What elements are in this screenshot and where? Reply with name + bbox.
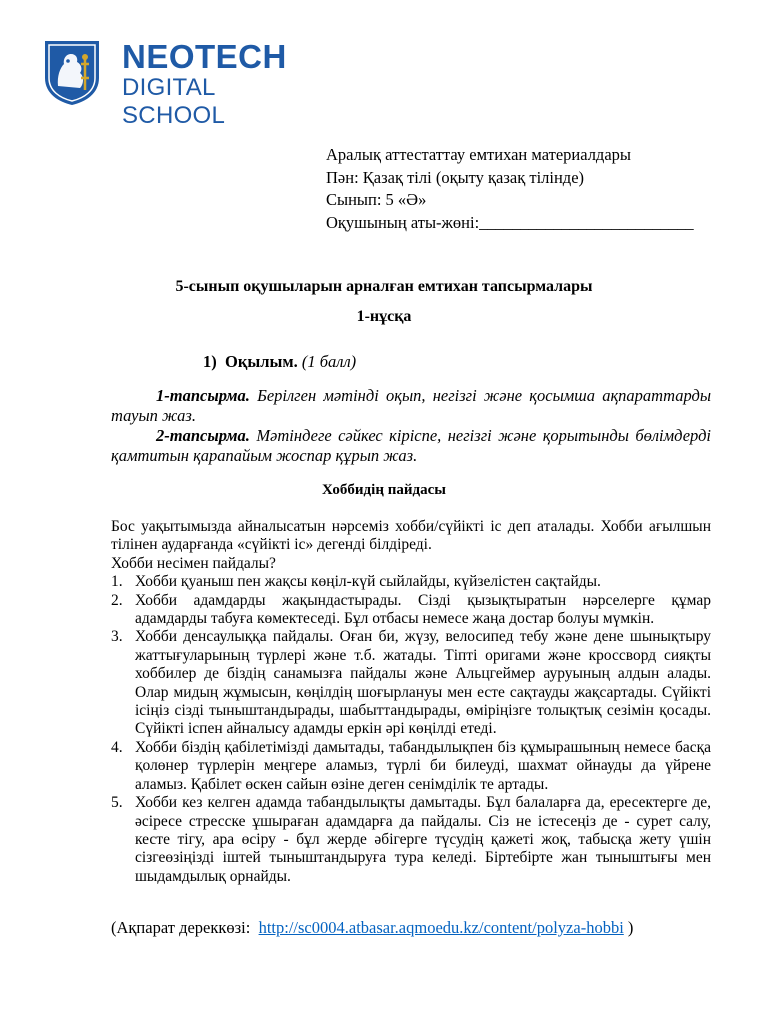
task-label: 2-тапсырма. (156, 426, 250, 445)
task-text: Мәтіндеге сәйкес кіріспе, негізгі және қорытынды бөлімдерді қамтитын қарапайым жоспар құрып жаз. (111, 426, 712, 465)
task-label: 1-тапсырма. (156, 386, 250, 405)
list-item (111, 628, 711, 738)
list-item (111, 573, 711, 591)
task-text: Берілген мәтінді оқып, негізгі және қосымша ақпараттарды тауып жаз. (111, 386, 711, 425)
text-title: Хоббидің пайдасы (322, 482, 446, 498)
list-item (111, 592, 711, 629)
item-number: 4. (111, 738, 123, 756)
logo-subtitle: DIGITAL SCHOOL (122, 74, 226, 129)
list-item (111, 739, 711, 794)
section-name: Оқылым. (225, 352, 298, 371)
section-number: 1) (203, 352, 217, 371)
source-suffix: ) (627, 918, 634, 937)
shield-emblem-icon (44, 40, 100, 106)
exam-title: 5-сынып оқушыларын арналған емтихан тапсырмалары (175, 278, 593, 295)
task-1 (111, 386, 711, 426)
item-number: 3. (111, 628, 123, 646)
item-number: 5. (111, 794, 123, 812)
item-text: Хобби адамдарды жақындастырады. Сізді қызықтыратын нәрселерге құмар адамдарды табуға көмектеседі. Бұл отбасы немесе жаңа достар болуы мүмкін. (135, 591, 711, 628)
item-number: 1. (111, 573, 123, 591)
list-item (111, 794, 711, 886)
source-prefix: (Ақпарат дереккөзі: (111, 918, 251, 937)
source-line (111, 918, 633, 938)
reading-text (111, 518, 711, 886)
item-text: Хобби денсаулыққа пайдалы. Оған би, жүзу, велосипед тебу және дене шынықтыру жаттығуларының түрлері және т.б. жатады. Тіпті оригами және кроссворд сияқты хоббилер де біздің санамызға пайдалы және Альцгеймер ауруының алдын алады. Олар мидың жұмысын, көңілдің шоғырлануы мен есте сақтауды жақсартады. Сүйікті ісіңіз сізді тыныштандырады, шабыттандырады, өміріңізге толықтық сезімін қосады. Сүйікті іспен айналысу адамды еркін әрі көңілді етеді. (135, 628, 711, 738)
section-score: (1 балл) (301, 352, 357, 371)
task-2 (111, 426, 711, 466)
item-number: 2. (111, 591, 123, 609)
item-text: Хобби біздің қабілетімізді дамытады, табандылықпен біз құмырашының немесе басқа қолөнер түрлерін меңгере аламыз, түрлі би билеуді, шахмат ойнауды да үйрене аламыз. Қабілет өскен сайын өзіне деген сенімділік те артады. (135, 738, 711, 793)
header-line-subject: Пән: Қазақ тілі (оқыту қазақ тілінде) (326, 167, 585, 187)
school-logo (44, 38, 304, 129)
intro-paragraph: Бос уақытымызда айналысатын нәрсеміз хобби/сүйікті іс деп аталады. Хобби ағылшын тілінен аударғанда «сүйікті іс» дегенді білдіреді. (111, 518, 711, 554)
header-line-student-name: Оқушының аты-жөні:__________________________ (326, 212, 694, 232)
section-heading (203, 352, 356, 372)
variant-label: 1-нұсқа (356, 308, 412, 325)
item-text: Хобби қуаныш пен жақсы көңіл-күй сыйлайды, күйзелістен сақтайды. (135, 573, 601, 591)
header-line-class: Сынып: 5 «Ә» (326, 190, 427, 209)
exam-header (326, 144, 694, 234)
source-link[interactable]: http://sc0004.atbasar.aqmoedu.kz/content/polyza-hobbi (258, 918, 624, 937)
question-line: Хобби несімен пайдалы? (111, 554, 276, 572)
logo-title: NEOTECH (122, 38, 287, 75)
header-line-exam: Аралық аттестаттау емтихан материалдары (326, 145, 631, 164)
benefits-list (111, 573, 711, 886)
item-text: Хобби кез келген адамда табандылықты дамытады. Бұл балаларға да, ересектерге де, әсіресе стресске ұшыраған адамдарға да пайдалы. Сіз не істесеңіз де - сурет салу, кесте тігу, ара өсіру - бұл жерде әбігерге түсудің қажеті жоқ, табысқа жету үшін сізгеөзіңізді іштей тыныштандыруға тура келеді. Біртебірте жан тыныштығы мен шыдамдылық орнайды. (135, 794, 711, 885)
